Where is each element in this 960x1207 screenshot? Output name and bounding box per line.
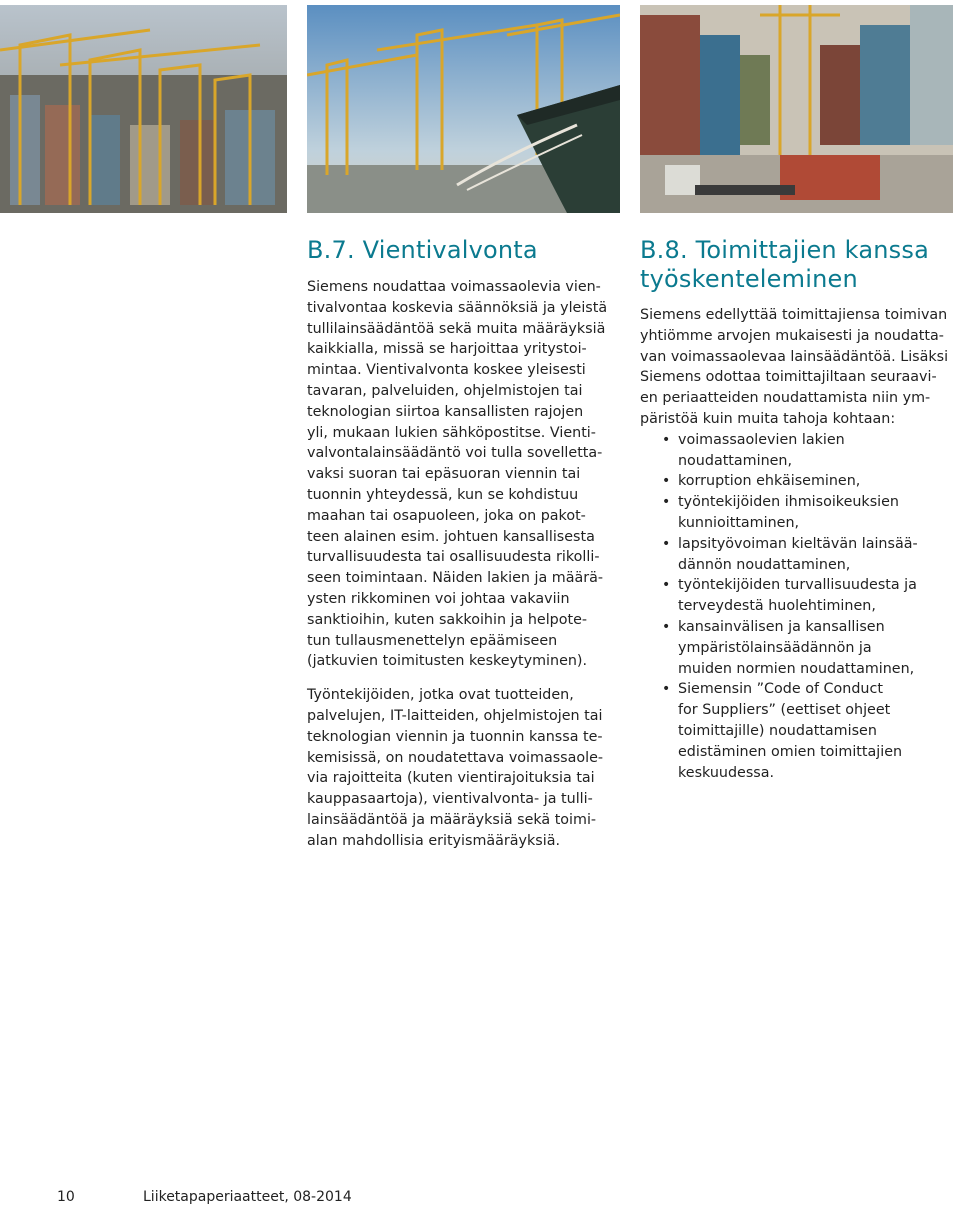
text-line: tuonnin yhteydessä, kun se kohdistuu: [307, 486, 579, 503]
list-item: [640, 471, 956, 492]
list-item-line: työntekijöiden turvallisuudesta ja: [678, 577, 917, 594]
list-item: [640, 430, 956, 472]
text-line: Siemens edellyttää toimittajiensa toimivan: [640, 307, 948, 323]
text-line: tivalvontaa koskevia säännöksiä ja yleistä: [307, 299, 608, 316]
photo-container-ship: [307, 5, 620, 213]
section-b7: [307, 236, 625, 852]
page-number: 10: [57, 1189, 75, 1205]
list-item: [640, 534, 956, 576]
text-line: via rajoitteita (kuten vientirajoituksia tai: [307, 770, 595, 787]
list-item-line: noudattaminen,: [678, 452, 793, 469]
text-line: Siemens noudattaa voimassaolevia vien-: [307, 279, 601, 295]
list-item-line: lapsityövoiman kieltävän lainsää-: [678, 535, 918, 552]
text-line: mintaa. Vientivalvonta koskee yleisesti: [307, 362, 586, 379]
text-line: en periaatteiden noudattamista niin ym-: [640, 390, 931, 407]
section-b7-paragraph-1: [307, 277, 625, 672]
text-line: sanktioihin, kuten sakkoihin ja helpote-: [307, 611, 588, 628]
list-item: [640, 617, 956, 679]
bullet-icon: •: [662, 681, 671, 698]
section-b8: [640, 236, 956, 783]
text-line: kauppasaartoja), vientivalvonta- ja tulli-: [307, 791, 593, 808]
text-line: lainsäädäntöä ja määräyksiä sekä toimi-: [307, 811, 597, 828]
port-cranes-image: [0, 5, 287, 213]
text-line: yhtiömme arvojen mukaisesti ja noudatta-: [640, 327, 944, 344]
page-footer: [57, 1189, 352, 1205]
list-item: [640, 575, 956, 617]
list-item-line: korruption ehkäiseminen,: [678, 473, 861, 490]
text-line: turvallisuudesta tai osallisuudesta rikolli-: [307, 549, 600, 566]
text-line: van voimassaolevaa lainsäädäntöä. Lisäksi: [640, 348, 949, 365]
list-item-line: muiden normien noudattaminen,: [678, 660, 915, 677]
list-item-line: dännön noudattaminen,: [678, 556, 851, 573]
list-item-line: voimassaolevien lakien: [678, 431, 845, 448]
text-line: tun tullausmenettelyn epäämiseen: [307, 632, 558, 649]
text-line: vaksi suoran tai epäsuoran viennin tai: [307, 466, 581, 483]
bullet-icon: •: [662, 431, 671, 448]
section-b7-paragraph-2: [307, 685, 625, 851]
list-item-line: työntekijöiden ihmisoikeuksien: [678, 494, 899, 511]
text-line: teknologian siirtoa kansallisten rajojen: [307, 403, 584, 420]
text-line: teknologian viennin ja tuonnin kanssa te-: [307, 728, 603, 745]
section-b8-intro: [640, 305, 956, 430]
photo-port-cranes: [0, 5, 287, 213]
bullet-icon: •: [662, 535, 671, 552]
list-item-line: terveydestä huolehtiminen,: [678, 598, 876, 615]
list-item-line: ympäristölainsäädännön ja: [678, 639, 872, 656]
text-line: päristöä kuin muita tahoja kohtaan:: [640, 410, 896, 427]
list-item-line: toimittajille) noudattamisen: [678, 722, 877, 739]
list-item-line: kunnioittaminen,: [678, 514, 800, 531]
text-line: alan mahdollisia erityismääräyksiä.: [307, 832, 561, 849]
list-item: [640, 492, 956, 534]
text-line: valvontalainsäädäntö voi tulla sovelletta-: [307, 445, 603, 462]
text-line: tullilainsäädäntöä sekä muita määräyksiä: [307, 320, 606, 337]
section-b8-heading: [640, 236, 956, 294]
bullet-icon: •: [662, 494, 671, 511]
text-line: seen toimintaan. Näiden lakien ja määrä-: [307, 570, 604, 587]
bullet-icon: •: [662, 577, 671, 594]
text-line: maahan tai osapuoleen, joka on pakot-: [307, 507, 586, 524]
list-item-line: Siemensin ”Code of Conduct: [678, 681, 883, 698]
text-line: kaikkialla, missä se harjoittaa yritystoi-: [307, 341, 587, 358]
list-item-line: keskuudessa.: [678, 764, 775, 781]
text-line: teen alainen esim. johtuen kansallisesta: [307, 528, 595, 545]
text-line: tavaran, palveluiden, ohjelmistojen tai: [307, 382, 583, 399]
section-b8-heading-line-1: B.8. Toimittajien kanssa: [640, 236, 929, 264]
bullet-icon: •: [662, 473, 671, 490]
photo-container-terminal: [640, 5, 953, 213]
text-line: palvelujen, IT-laitteiden, ohjelmistojen tai: [307, 707, 603, 724]
text-line: kemisissä, on noudatettava voimassaole-: [307, 749, 604, 766]
document-title: Liiketapaperiaatteet, 08-2014: [143, 1189, 352, 1205]
list-item-line: for Suppliers” (eettiset ohjeet: [678, 702, 891, 719]
list-item-line: kansainvälisen ja kansallisen: [678, 618, 885, 635]
section-b8-heading-line-2: työskenteleminen: [640, 265, 858, 293]
container-terminal-image: [640, 5, 953, 213]
text-line: yli, mukaan lukien sähköpostitse. Vienti-: [307, 424, 596, 441]
text-line: (jatkuvien toimitusten keskeytyminen).: [307, 653, 588, 670]
list-item: [640, 679, 956, 783]
bullet-icon: •: [662, 618, 671, 635]
text-line: Työntekijöiden, jotka ovat tuotteiden,: [307, 687, 574, 704]
section-b8-bullet-list: [640, 430, 956, 784]
text-line: Siemens odottaa toimittajiltaan seuraavi-: [640, 369, 937, 386]
section-b7-heading: B.7. Vientivalvonta: [307, 236, 538, 264]
container-ship-image: [307, 5, 620, 213]
text-line: ysten rikkominen voi johtaa vakaviin: [307, 590, 570, 607]
list-item-line: edistäminen omien toimittajien: [678, 743, 903, 760]
